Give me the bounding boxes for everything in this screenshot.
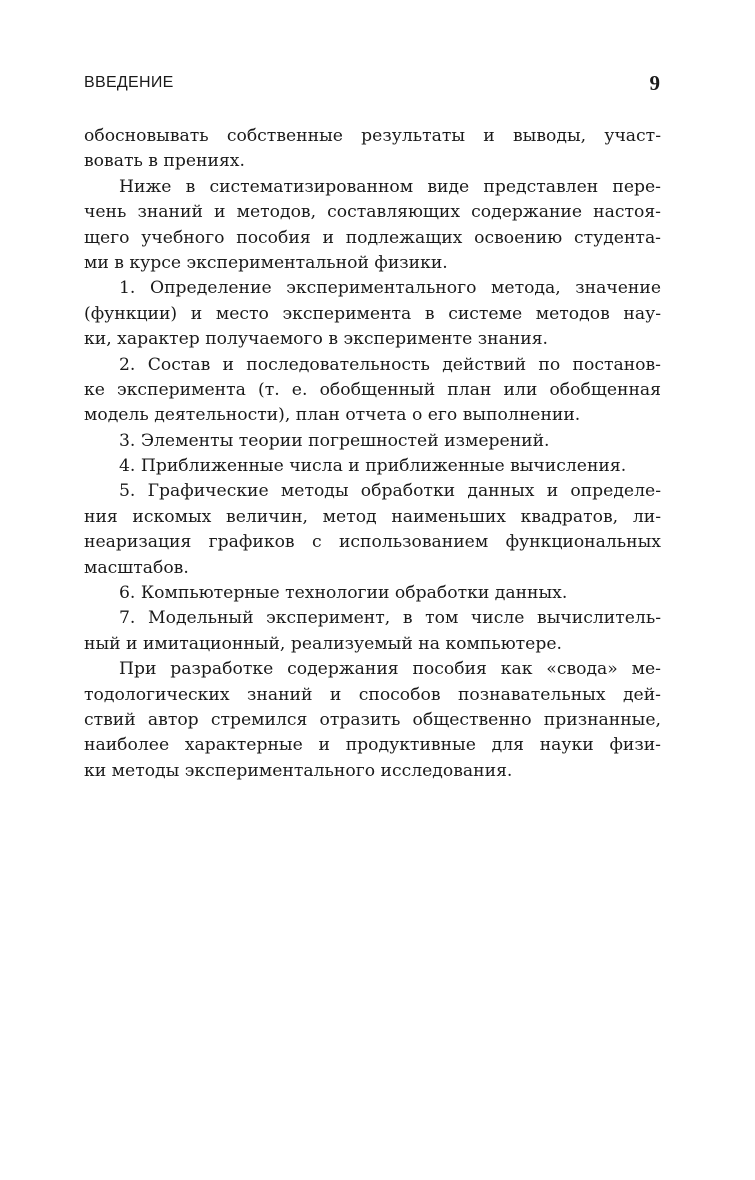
list-item-line: 4. Приближенные числа и приближенные вычисления. <box>119 456 627 477</box>
list-item-line: модель деятельности), план отчета о его выполнении. <box>84 405 581 426</box>
list-item-line: ке эксперимента (т. е. обобщенный план или обобщенная <box>84 379 661 400</box>
list-item-line: 1. Определение экспериментального метода, значение <box>119 278 661 299</box>
text-line: ки методы экспериментального исследования. <box>84 760 513 781</box>
body-text <box>84 124 661 784</box>
text-line: обосновывать собственные результаты и выводы, участ- <box>84 126 661 146</box>
text-line: наиболее характерные и продуктивные для науки физи- <box>84 735 661 756</box>
list-item-line: 5. Графические методы обработки данных и определе- <box>119 481 661 502</box>
list-item-line: ки, характер получаемого в эксперименте знания. <box>84 329 549 350</box>
running-head: ВВЕДЕНИЕ <box>84 74 174 91</box>
list-item-line: 3. Элементы теории погрешностей измерений. <box>119 430 550 451</box>
list-item-line: ния искомых величин, метод наименьших квадратов, ли- <box>84 506 661 527</box>
list-item-line: 6. Компьютерные технологии обработки данных. <box>119 583 568 604</box>
list-item-line: масштабов. <box>84 557 189 578</box>
text-line: чень знаний и методов, составляющих содержание настоя- <box>84 202 661 223</box>
text-line: щего учебного пособия и подлежащих освоению студента- <box>84 227 661 248</box>
text-line: тодологических знаний и способов познавательных дей- <box>84 684 661 705</box>
list-item-line: 7. Модельный эксперимент, в том числе вычислитель- <box>119 608 661 629</box>
text-line: вовать в прениях. <box>84 151 245 172</box>
text-line: Ниже в систематизированном виде представлен пере- <box>119 176 661 197</box>
list-item-line: ный и имитационный, реализуемый на компьютере. <box>84 633 562 654</box>
list-item-line: (функции) и место эксперимента в системе методов нау- <box>84 303 661 324</box>
list-item-line: неаризация графиков с использованием функциональных <box>84 532 661 553</box>
list-item-line: 2. Состав и последовательность действий по постанов- <box>119 354 661 375</box>
text-line: ствий автор стремился отразить общественно признанные, <box>84 709 661 730</box>
page-number: 9 <box>649 71 660 95</box>
text-line: При разработке содержания пособия как «свода» ме- <box>119 659 661 680</box>
text-line: ми в курсе экспериментальной физики. <box>84 252 448 273</box>
